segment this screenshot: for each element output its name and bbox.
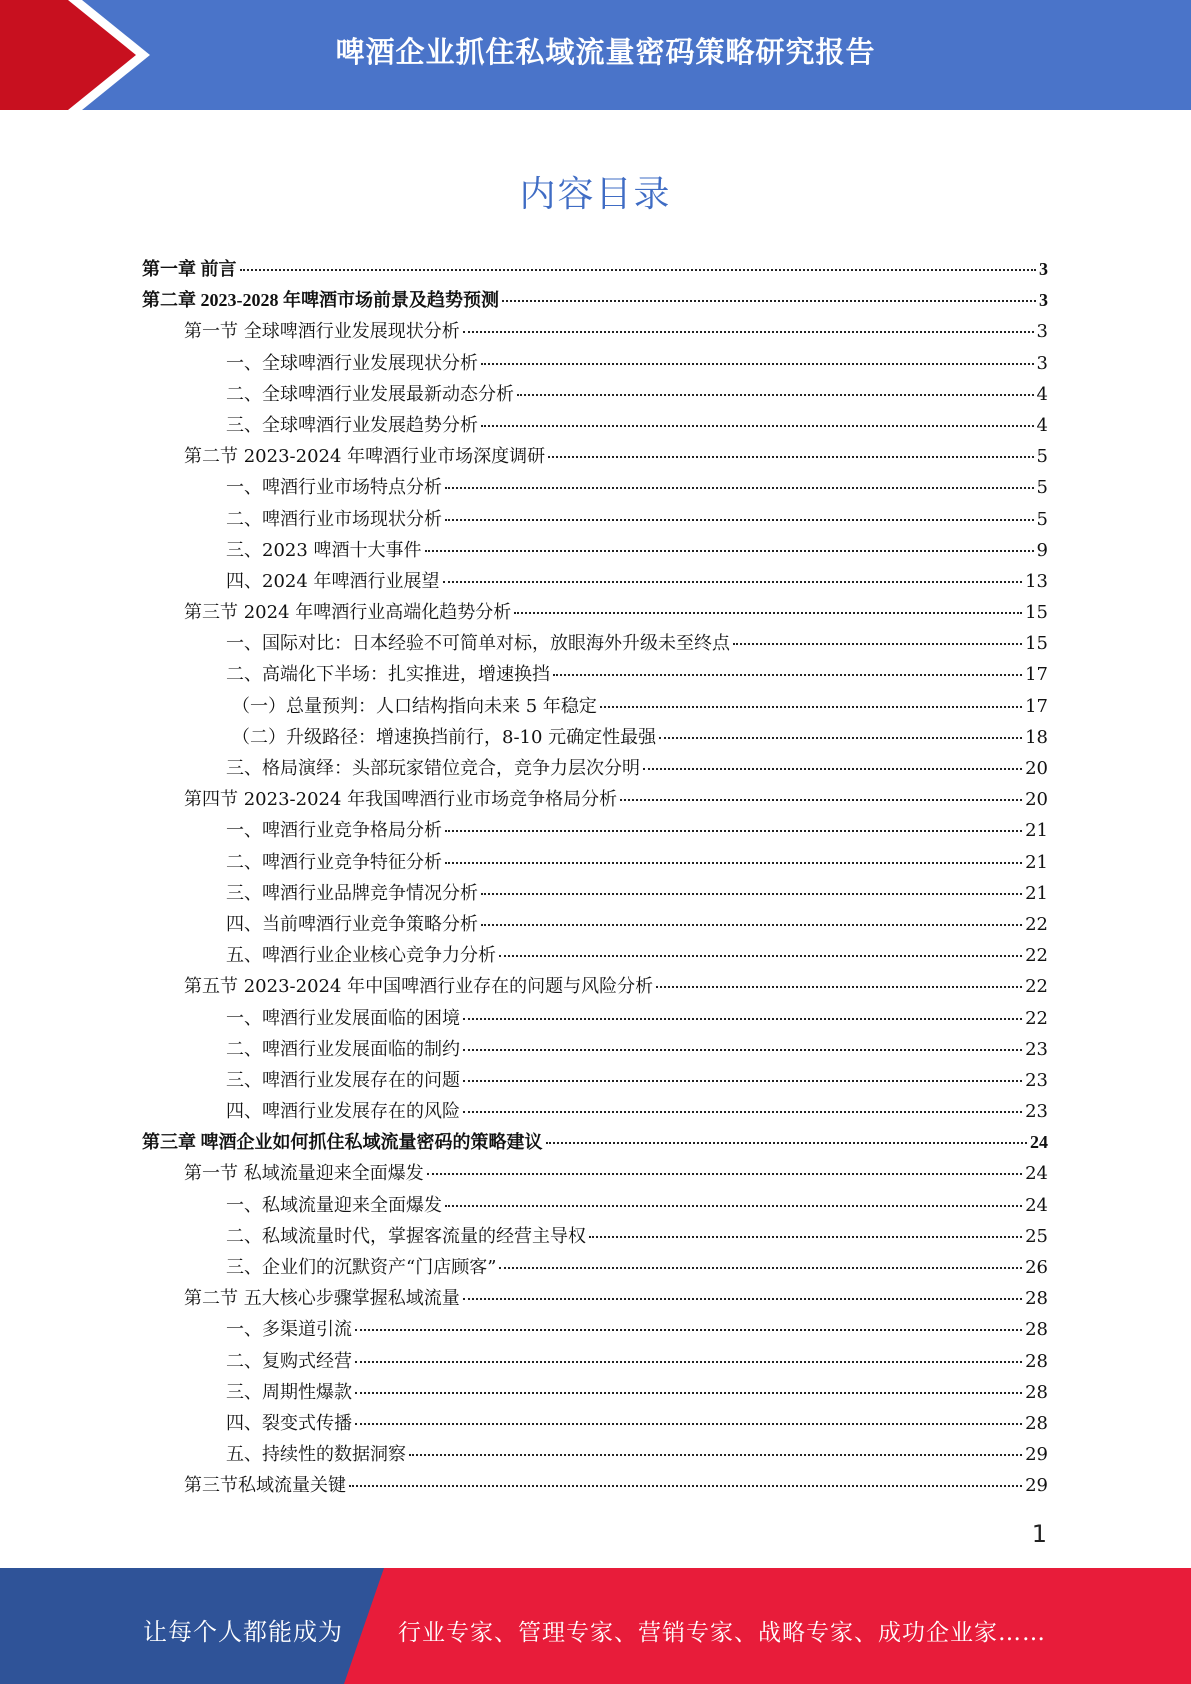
toc-entry[interactable] — [142, 628, 1048, 659]
toc-entry-label: 五、啤酒行业企业核心竞争力分析 — [226, 945, 496, 967]
toc-entry[interactable] — [142, 878, 1048, 909]
toc-leader-dots — [427, 1173, 1022, 1175]
toc-leader-dots — [620, 799, 1022, 801]
toc-entry[interactable] — [142, 1408, 1048, 1439]
toc-entry-page: 28 — [1025, 1381, 1048, 1403]
toc-entry[interactable] — [142, 254, 1048, 285]
toc-entry-page: 28 — [1025, 1412, 1048, 1434]
toc-leader-dots — [499, 1267, 1022, 1269]
toc-entry-page: 15 — [1025, 602, 1048, 624]
toc-entry-label: 二、啤酒行业竞争特征分析 — [226, 851, 442, 873]
toc-entry-page: 4 — [1036, 414, 1048, 436]
toc-leader-dots — [445, 862, 1022, 864]
toc-entry-label: 第五节 2023-2024 年中国啤酒行业存在的问题与风险分析 — [184, 976, 654, 998]
toc-entry-label: 三、周期性爆款 — [226, 1381, 352, 1403]
toc-entry[interactable] — [142, 971, 1048, 1002]
toc-leader-dots — [463, 1080, 1022, 1082]
toc-entry[interactable] — [142, 1096, 1048, 1127]
toc-leader-dots — [502, 300, 1036, 302]
toc-entry-page: 20 — [1025, 789, 1048, 811]
toc-entry-label: 一、多渠道引流 — [226, 1319, 352, 1341]
toc-entry[interactable] — [142, 1470, 1048, 1501]
toc-entry-label: 一、全球啤酒行业发展现状分析 — [226, 352, 478, 374]
toc-entry-page: 22 — [1025, 976, 1048, 998]
toc-entry-page: 17 — [1025, 664, 1048, 686]
toc-entry-label: 第二节 2023-2024 年啤酒行业市场深度调研 — [184, 446, 546, 468]
toc-entry-page: 9 — [1036, 539, 1048, 561]
toc-entry[interactable] — [142, 472, 1048, 503]
toc-leader-dots — [546, 1142, 1028, 1144]
toc-entry[interactable] — [142, 597, 1048, 628]
toc-entry[interactable] — [142, 909, 1048, 940]
toc-entry-label: 第三节私域流量关键 — [184, 1475, 346, 1497]
toc-entry-page: 18 — [1025, 726, 1048, 748]
toc-leader-dots — [349, 1485, 1022, 1487]
toc-leader-dots — [355, 1361, 1022, 1363]
toc-entry-label: 二、私域流量时代，掌握客流量的经营主导权 — [226, 1225, 586, 1247]
toc-entry-page: 5 — [1036, 446, 1048, 468]
toc-entry-page: 23 — [1025, 1069, 1048, 1091]
footer-slogan-left: 让每个人都能成为 — [143, 1618, 343, 1646]
toc-entry-page: 23 — [1025, 1038, 1048, 1060]
toc-entry-label: 四、当前啤酒行业竞争策略分析 — [226, 913, 478, 935]
toc-leader-dots — [445, 1205, 1022, 1207]
toc-entry-page: 28 — [1025, 1319, 1048, 1341]
toc-entry[interactable] — [142, 285, 1048, 316]
toc-entry-label: 第二章 2023-2028 年啤酒市场前景及趋势预测 — [142, 290, 499, 311]
toc-entry-page: 24 — [1025, 1163, 1048, 1185]
report-title: 啤酒企业抓住私域流量密码策略研究报告 — [335, 35, 876, 69]
toc-entry-page: 22 — [1025, 945, 1048, 967]
footer-slogan-right: 行业专家、管理专家、营销专家、战略专家、成功企业家…… — [398, 1620, 1046, 1646]
toc-leader-dots — [463, 1111, 1022, 1113]
toc-entry-label: 三、啤酒行业品牌竞争情况分析 — [226, 882, 478, 904]
toc-entry-label: 一、国际对比：日本经验不可简单对标，放眼海外升级未至终点 — [226, 633, 730, 655]
toc-leader-dots — [463, 1049, 1022, 1051]
toc-leader-dots — [443, 581, 1023, 583]
toc-leader-dots — [355, 1423, 1022, 1425]
toc-entry-label: 二、啤酒行业市场现状分析 — [226, 508, 442, 530]
toc-leader-dots — [553, 674, 1022, 676]
toc-entry-page: 3 — [1036, 352, 1048, 374]
toc-entry[interactable] — [142, 1377, 1048, 1408]
toc-entry[interactable] — [142, 1221, 1048, 1252]
toc-entry[interactable] — [142, 566, 1048, 597]
toc-entry[interactable] — [142, 410, 1048, 441]
toc-leader-dots — [733, 643, 1022, 645]
toc-leader-dots — [514, 612, 1022, 614]
toc-entry[interactable] — [142, 316, 1048, 347]
toc-leader-dots — [481, 363, 1034, 365]
toc-leader-dots — [589, 1236, 1022, 1238]
toc-heading: 内容目录 — [519, 174, 672, 215]
toc-entry-page: 15 — [1025, 633, 1048, 655]
toc-entry-page: 28 — [1025, 1288, 1048, 1310]
header-banner — [0, 0, 1191, 110]
toc-leader-dots — [240, 269, 1037, 271]
toc-entry-page: 21 — [1025, 851, 1048, 873]
toc-entry-page: 3 — [1039, 290, 1048, 311]
page-number: 1 — [1031, 1520, 1047, 1548]
toc-leader-dots — [656, 986, 1022, 988]
toc-leader-dots — [481, 893, 1022, 895]
toc-leader-dots — [463, 1018, 1022, 1020]
toc-entry[interactable] — [142, 1034, 1048, 1065]
toc-entry-page: 24 — [1025, 1194, 1048, 1216]
toc-entry-label: （二）升级路径：增速换挡前行，8-10 元确定性最强 — [232, 726, 657, 748]
toc-entry-label: 三、格局演绎：头部玩家错位竞合，竞争力层次分明 — [226, 758, 640, 779]
toc-entry-label: 二、啤酒行业发展面临的制约 — [226, 1038, 460, 1060]
toc-entry-label: 一、啤酒行业市场特点分析 — [226, 477, 442, 499]
toc-leader-dots — [355, 1329, 1022, 1331]
toc-leader-dots — [517, 394, 1034, 396]
toc-entry-page: 13 — [1025, 570, 1048, 592]
toc-entry-label: 三、啤酒行业发展存在的问题 — [226, 1069, 460, 1091]
toc-entry[interactable] — [142, 1127, 1048, 1158]
toc-leader-dots — [481, 924, 1022, 926]
toc-entry-label: 二、高端化下半场：扎实推进，增速换挡 — [226, 664, 550, 686]
toc-leader-dots — [643, 768, 1022, 770]
toc-entry[interactable] — [142, 940, 1048, 971]
toc-entry[interactable] — [142, 784, 1048, 815]
toc-entry-page: 29 — [1025, 1444, 1048, 1466]
toc-entry-page: 25 — [1025, 1225, 1048, 1247]
toc-leader-dots — [425, 550, 1034, 552]
toc-entry-label: 二、复购式经营 — [226, 1350, 352, 1372]
toc-leader-dots — [445, 519, 1034, 521]
toc-entry[interactable] — [142, 1252, 1048, 1283]
toc-entry-page: 28 — [1025, 1350, 1048, 1372]
toc-entry-page: 22 — [1025, 1007, 1048, 1029]
toc-entry-page: 5 — [1036, 477, 1048, 499]
toc-entry-page: 24 — [1030, 1132, 1048, 1153]
toc-entry-label: 三、企业们的沉默资产“门店顾客” — [226, 1257, 497, 1278]
toc-entry-page: 4 — [1036, 383, 1048, 405]
toc-entry-page: 17 — [1025, 695, 1048, 717]
toc-entry[interactable] — [142, 659, 1048, 690]
toc-entry-label: 第三章 啤酒企业如何抓住私域流量密码的策略建议 — [142, 1132, 543, 1153]
table-of-contents — [142, 254, 1048, 1502]
toc-entry-label: 四、啤酒行业发展存在的风险 — [226, 1101, 460, 1123]
toc-entry-label: 四、裂变式传播 — [226, 1412, 352, 1434]
toc-leader-dots — [659, 737, 1022, 739]
toc-entry-page: 21 — [1025, 820, 1048, 842]
toc-entry-label: （一）总量预判：人口结构指向未来 5 年稳定 — [232, 695, 597, 717]
toc-entry-label: 四、2024 年啤酒行业展望 — [226, 570, 440, 592]
toc-entry[interactable] — [142, 535, 1048, 566]
toc-entry-label: 第二节 五大核心步骤掌握私域流量 — [184, 1288, 460, 1310]
toc-entry-page: 20 — [1025, 758, 1048, 779]
toc-entry[interactable] — [142, 1346, 1048, 1377]
toc-entry[interactable] — [142, 1003, 1048, 1034]
toc-entry-label: 二、全球啤酒行业发展最新动态分析 — [226, 383, 514, 405]
toc-leader-dots — [499, 955, 1022, 957]
toc-leader-dots — [445, 487, 1034, 489]
toc-entry[interactable] — [142, 504, 1048, 535]
toc-entry[interactable] — [142, 379, 1048, 410]
toc-entry-page: 3 — [1036, 321, 1048, 343]
toc-entry[interactable] — [142, 722, 1048, 753]
toc-entry-label: 第一章 前言 — [142, 259, 237, 279]
toc-entry-page: 26 — [1025, 1257, 1048, 1278]
toc-leader-dots — [463, 1298, 1022, 1300]
toc-entry-label: 第三节 2024 年啤酒行业高端化趋势分析 — [184, 602, 512, 624]
toc-entry-page: 29 — [1025, 1475, 1048, 1497]
toc-entry[interactable] — [142, 348, 1048, 379]
toc-entry-page: 23 — [1025, 1101, 1048, 1123]
toc-entry[interactable] — [142, 1065, 1048, 1096]
toc-entry[interactable] — [142, 1283, 1048, 1314]
toc-entry-label: 第四节 2023-2024 年我国啤酒行业市场竞争格局分析 — [184, 789, 618, 811]
toc-entry-label: 一、啤酒行业发展面临的困境 — [226, 1007, 460, 1029]
toc-entry[interactable] — [142, 847, 1048, 878]
toc-entry[interactable] — [142, 1158, 1048, 1189]
toc-entry[interactable] — [142, 753, 1048, 784]
toc-entry-label: 第一节 全球啤酒行业发展现状分析 — [184, 321, 460, 343]
toc-entry-label: 三、全球啤酒行业发展趋势分析 — [226, 414, 478, 436]
toc-entry[interactable] — [142, 815, 1048, 846]
toc-leader-dots — [481, 425, 1034, 427]
toc-entry[interactable] — [142, 691, 1048, 722]
toc-entry[interactable] — [142, 441, 1048, 472]
toc-entry-page: 3 — [1039, 259, 1048, 279]
toc-entry-label: 一、私域流量迎来全面爆发 — [226, 1194, 442, 1216]
toc-entry-page: 22 — [1025, 913, 1048, 935]
toc-leader-dots — [355, 1392, 1022, 1394]
toc-entry[interactable] — [142, 1190, 1048, 1221]
toc-leader-dots — [409, 1454, 1022, 1456]
toc-entry[interactable] — [142, 1439, 1048, 1470]
toc-leader-dots — [463, 331, 1034, 333]
toc-leader-dots — [548, 456, 1033, 458]
toc-leader-dots — [445, 830, 1022, 832]
toc-entry-label: 五、持续性的数据洞察 — [226, 1444, 406, 1466]
toc-entry-label: 三、2023 啤酒十大事件 — [226, 539, 422, 561]
toc-entry-page: 5 — [1036, 508, 1048, 530]
toc-entry-label: 一、啤酒行业竞争格局分析 — [226, 820, 442, 842]
toc-entry[interactable] — [142, 1314, 1048, 1345]
toc-entry-page: 21 — [1025, 882, 1048, 904]
toc-leader-dots — [600, 706, 1022, 708]
toc-entry-label: 第一节 私域流量迎来全面爆发 — [184, 1163, 424, 1185]
